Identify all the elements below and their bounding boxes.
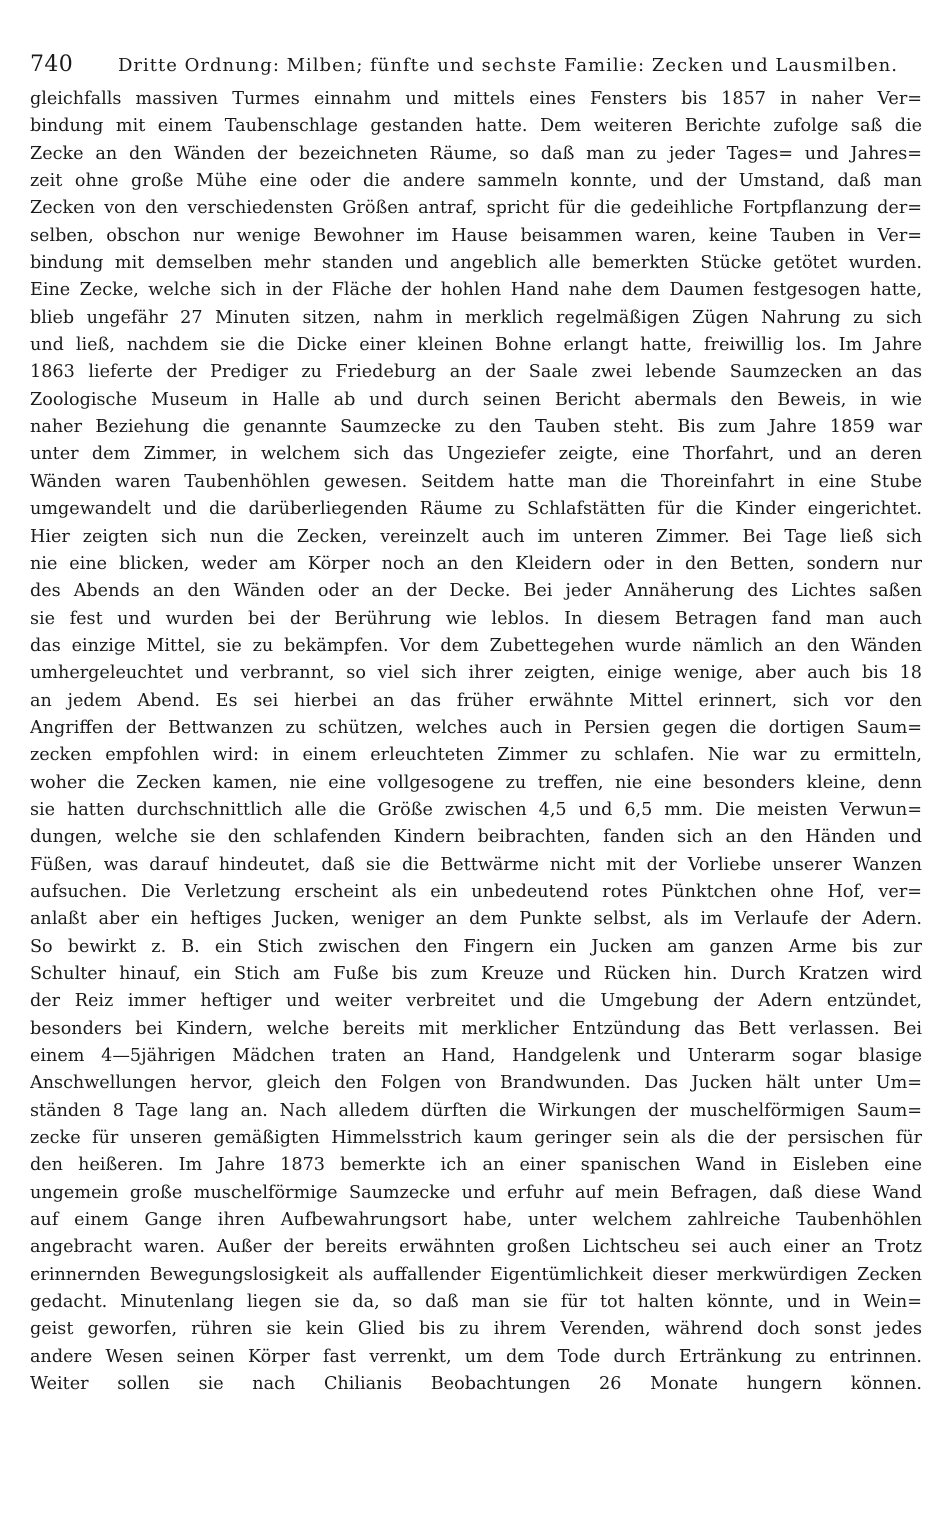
text-line: umgewandelt und die darüberliegenden Räume zu Schlafstätten für die Kinder eingerichtet. xyxy=(30,499,922,520)
text-line: geist geworfen, rühren sie kein Glied bis zu ihrem Verenden, während doch sonst jedes xyxy=(30,1319,922,1340)
text-line: Weiter sollen sie nach Chilianis Beobachtungen 26 Monate hungern können. xyxy=(30,1374,922,1395)
body-text xyxy=(30,86,922,1426)
running-head xyxy=(30,52,922,86)
text-line: einem 4—5jährigen Mädchen traten an Hand, Handgelenk und Unterarm sogar blasige xyxy=(30,1046,922,1067)
text-line: zecke für unseren gemäßigten Himmelsstrich kaum geringer sein als die der persischen für xyxy=(30,1128,922,1149)
text-line: gedacht. Minutenlang liegen sie da, so daß man sie für tot halten könnte, und in Wein= xyxy=(30,1292,922,1313)
text-line: Schulter hinauf, ein Stich am Fuße bis zum Kreuze und Rücken hin. Durch Kratzen wird xyxy=(30,964,922,984)
text-line: andere Wesen seinen Körper fast verrenkt, um dem Tode durch Ertränkung zu entrinnen. xyxy=(30,1346,922,1367)
text-line: Anschwellungen hervor, gleich den Folgen von Brandwunden. Das Jucken hält unter Um= xyxy=(30,1073,922,1094)
text-line: anlaßt aber ein heftiges Jucken, weniger an dem Punkte selbst, als im Verlaufe der Adern. xyxy=(30,909,922,930)
text-line: zeit ohne große Mühe eine oder die andere sammeln konnte, und der Umstand, daß man xyxy=(30,171,922,192)
text-line xyxy=(30,1399,922,1426)
text-line: Hier zeigten sich nun die Zecken, vereinzelt auch im unteren Zimmer. Bei Tage ließ sich xyxy=(30,526,922,547)
text-line: der Reiz immer heftiger und weiter verbreitet und die Umgebung der Adern entzündet, xyxy=(30,991,922,1012)
text-line: 1863 lieferte der Prediger zu Friedeburg an der Saale zwei lebende Saumzecken an das xyxy=(30,362,922,383)
text-line: Zecken von den verschiedensten Größen antraf, spricht für die gedeihliche Fortpflanzung der= xyxy=(30,198,922,219)
text-line: und ließ, nachdem sie die Dicke einer kleinen Bohne erlangt hatte, freiwillig los. Im Jahre xyxy=(30,335,922,356)
text-line: Zoologische Museum in Halle ab und durch seinen Bericht abermals den Beweis, in wie xyxy=(30,389,922,410)
text-line: das einzige Mittel, sie zu bekämpfen. Vor dem Zubettegehen wurde nämlich an den Wänden xyxy=(30,635,922,656)
text-line: an jedem Abend. Es sei hierbei an das früher erwähnte Mittel erinnert, sich vor den xyxy=(30,690,922,711)
text-line: besonders bei Kindern, welche bereits mit merklicher Entzündung das Bett verlassen. Bei xyxy=(30,1018,922,1039)
text-line: nie eine blicken, weder am Körper noch an den Kleidern oder in den Betten, sondern nur xyxy=(30,553,922,574)
text-line: blieb ungefähr 27 Minuten sitzen, nahm in merklich regelmäßigen Zügen Nahrung zu sich xyxy=(30,307,922,328)
page-number: 740 xyxy=(30,52,74,77)
text-line: Wänden waren Taubenhöhlen gewesen. Seitdem hatte man die Thoreinfahrt in eine Stube xyxy=(30,471,922,492)
text-line: unter dem Zimmer, in welchem sich das Ungeziefer zeigte, eine Thorfahrt, und an deren xyxy=(30,444,922,465)
text-line: des Abends an den Wänden oder an der Decke. Bei jeder Annäherung des Lichtes saßen xyxy=(30,581,922,602)
text-line: angebracht waren. Außer der bereits erwähnten großen Lichtscheu sei auch einer an Trotz xyxy=(30,1237,922,1258)
text-line: Zecke an den Wänden der bezeichneten Räume, so daß man zu jeder Tages= und Jahres= xyxy=(30,143,922,164)
text-line: ständen 8 Tage lang an. Nach alledem dürften die Wirkungen der muschelförmigen Saum= xyxy=(30,1100,922,1121)
text-line: aufsuchen. Die Verletzung erscheint als ein unbedeutend rotes Pünktchen ohne Hof, ver= xyxy=(30,881,922,902)
text-line: gleichfalls massiven Turmes einnahm und mittels eines Fensters bis 1857 in naher Ver= xyxy=(30,89,922,109)
book-page xyxy=(30,52,922,1426)
text-line: dungen, welche sie den schlafenden Kindern beibrachten, fanden sich an den Händen und xyxy=(30,827,922,848)
text-line: bindung mit einem Taubenschlage gestanden hatte. Dem weiteren Berichte zufolge saß die xyxy=(30,116,922,137)
text-line: sie fest und wurden bei der Berührung wie leblos. In diesem Betragen fand man auch xyxy=(30,608,922,629)
text-line: sie hatten durchschnittlich alle die Größe zwischen 4,5 und 6,5 mm. Die meisten Verwun= xyxy=(30,799,922,820)
text-line: erinnernden Bewegungslosigkeit als auffallender Eigentümlichkeit dieser merkwürdigen Zecken xyxy=(30,1264,922,1285)
text-line: So bewirkt z. B. ein Stich zwischen den Fingern ein Jucken am ganzen Arme bis zur xyxy=(30,936,922,957)
text-line: auf einem Gange ihren Aufbewahrungsort habe, unter welchem zahlreiche Taubenhöhlen xyxy=(30,1210,922,1231)
text-line: Füßen, was darauf hindeutet, daß sie die Bettwärme nicht mit der Vorliebe unserer Wanzen xyxy=(30,854,922,875)
text-line: umhergeleuchtet und verbrannt, so viel sich ihrer zeigten, einige wenige, aber auch bis 18 xyxy=(30,663,922,684)
text-line: woher die Zecken kamen, nie eine vollgesogene zu treffen, nie eine besonders kleine, denn xyxy=(30,772,922,793)
running-head-title: Dritte Ordnung: Milben; fünfte und sechste Familie: Zecken und Lausmilben. xyxy=(118,55,898,76)
text-line: Angriffen der Bettwanzen zu schützen, welches auch in Persien gegen die dortigen Saum= xyxy=(30,717,922,738)
text-line: zecken empfohlen wird: in einem erleuchteten Zimmer zu schlafen. Nie war zu ermitteln, xyxy=(30,745,922,766)
text-line: bindung mit demselben mehr standen und angeblich alle bemerkten Stücke getötet wurden. xyxy=(30,253,922,274)
text-line: ungemein große muschelförmige Saumzecke und erfuhr auf mein Befragen, daß diese Wand xyxy=(30,1182,922,1203)
text-line: selben, obschon nur wenige Bewohner im Hause beisammen waren, keine Tauben in Ver= xyxy=(30,225,922,246)
text-line: den heißeren. Im Jahre 1873 bemerkte ich an einer spanischen Wand in Eisleben eine xyxy=(30,1155,922,1176)
text-line: Eine Zecke, welche sich in der Fläche der hohlen Hand nahe dem Daumen festgesogen hatte, xyxy=(30,280,922,301)
text-line: naher Beziehung die genannte Saumzecke zu den Tauben steht. Bis zum Jahre 1859 war xyxy=(30,417,922,438)
